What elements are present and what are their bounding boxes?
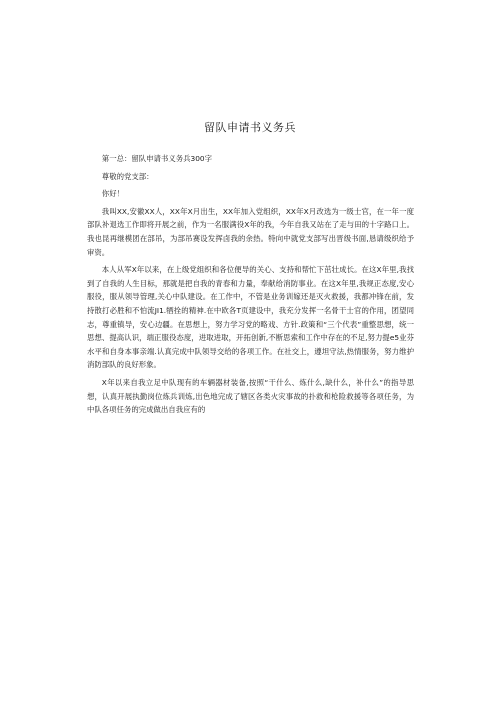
document-body <box>87 152 414 421</box>
paragraph-introduction: 我叫XX,安徽XX人，XX年X月出生，XX年加入党组织，XX年X月改选为一级士官，在一年一度部队补退选工作即将开展之前，作为一名服满役X年的我，今年自我又站在了走与田的十字路口上。我也昆再继模团在部吊，为部吊赛设发挥卤我的余热。特向中就党支部写出晋级书面,恳请级织给予审资。 <box>87 206 414 257</box>
paragraph-subtitle: 第一总：留队申请书义务兵300字 <box>101 154 212 163</box>
paragraph-salutation: 尊敬的党支部： <box>101 171 154 181</box>
paragraph-service-record: 本人从军X年以来，在上级党组织和各位便导的关心、支持和帮忙下茁壮成长。在这X年里,我找到了自我的人生目标，那就是把自我的青春和力量，奉献给消防事业。在这X年里,我规正态度,安心服役，服从领导管理,关心中队建设。在工作中，不管是业务训嫁还是灭火救援，我都冲锋在前，发持散打必胜和不怕流JI1.牺拴的精神.在中欧各T页建设中，我充分发挥一名骨干士官的作用，团望同志，尊重镇导，安心边疆。在思想上，努力学习党的略戏、方针.政策和“三个代表”重整思想，统一思想、提高认识，端正服役态度，进取进取，开拓创新,不断思索和工作中存在的不足,努力提e5业芬水平和自身本事亲端.认真完成中队领导交给的各项工作。在社交上，遵坦守法,热情服务，努力维护消防部队的良好形象。 <box>87 265 414 370</box>
document-title: 留队申请书义务兵 <box>204 121 296 134</box>
paragraph-greeting: 你好！ <box>101 189 124 199</box>
paragraph-achievements: X年以来自我立足中队现有的车辆器材装备,按照“干什么、炼什么,缺什么，补什么”的指导思想，认真开展执勤岗位炼兵训炼,出色地完成了辖区各类火灾事故的扑救和枪险救援等各项任务，为中队各项任务的完成做出自我应有的 <box>87 377 414 415</box>
